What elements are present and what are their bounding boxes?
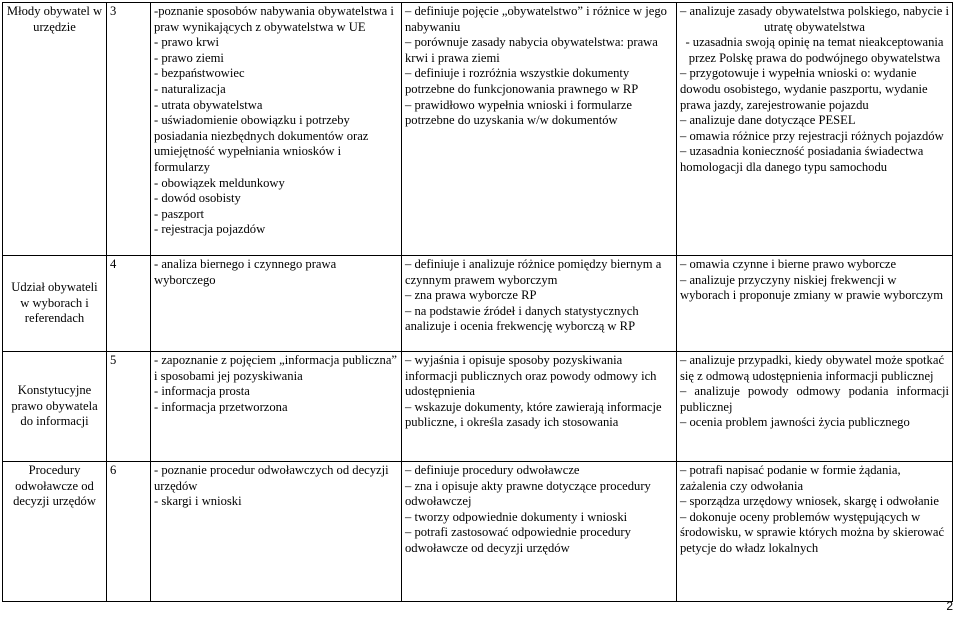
content-item: - zapoznanie z pojęciem „informacja publiczna” i sposobami jej pozyskiwania: [154, 353, 397, 383]
extended-requirement: – uzasadnia konieczność posiadania świadectwa homologacji dla danego typu samochodu: [680, 144, 949, 175]
basic-requirement: – tworzy odpowiednie dokumenty i wnioski: [405, 510, 673, 526]
topic-label: Młody obywatel w urzędzie: [6, 4, 103, 34]
content-item: -poznanie sposobów nabywania obywatelstwa i praw wynikających z obywatelstwa w UE: [154, 4, 394, 34]
table-row: [3, 256, 953, 352]
content-item: - dowód osobisty: [154, 191, 241, 206]
content-item: - prawo ziemi: [154, 50, 224, 65]
content-item: - informacja przetworzona: [154, 399, 288, 414]
table-row: [3, 352, 953, 462]
basic-requirement: – prawidłowo wypełnia wnioski i formularze potrzebne do uzyskania w/w dokumentów: [405, 98, 673, 129]
extended-requirement: – analizuje powody odmowy podania informacji publicznej: [680, 384, 949, 415]
content-item: - analiza biernego i czynnego prawa wyborczego: [154, 257, 337, 287]
lesson-number: 6: [110, 463, 117, 477]
lesson-number: 5: [110, 353, 117, 367]
topic-cell: [3, 462, 107, 602]
curriculum-table: [2, 2, 953, 602]
basic-requirement: – wskazuje dokumenty, które zawierają informacje publiczne, i określa zasady ich stosowania: [405, 400, 673, 431]
lesson-number-cell: [107, 256, 151, 352]
basic-requirement: – na podstawie źródeł i danych statystycznych analizuje i ocenia frekwencję wyborczą w RP: [405, 304, 673, 335]
extended-requirement: – analizuje zasady obywatelstwa polskiego, nabycie i utratę obywatelstwa: [680, 4, 949, 35]
extended-requirement: - uzasadnia swoją opinię na temat nieakceptowania przez Polskę prawa do podwójnego obywatelstwa: [685, 35, 944, 65]
basic-requirement: – definiuje i rozróżnia wszystkie dokumenty potrzebne do funkcjonowania prawnego w RP: [405, 66, 673, 97]
basic-requirements-cell: [402, 256, 677, 352]
topic-label: Udział obywateli w wyborach i referendach: [11, 280, 98, 326]
basic-requirements-cell: [402, 3, 677, 256]
topic-label: Procedury odwoławcze od decyzji urzędów: [13, 463, 96, 509]
table-row: [3, 3, 953, 256]
content-item: - rejestracja pojazdów: [154, 222, 266, 237]
extended-requirement: – analizuje przyczyny niskiej frekwencji w wyborach i proponuje zmiany w prawie wyborczym: [680, 273, 949, 304]
lesson-number-cell: [107, 462, 151, 602]
extended-requirement: – analizuje dane dotyczące PESEL: [680, 113, 949, 129]
content-item: - obowiązek meldunkowy: [154, 175, 285, 190]
table-row: [3, 462, 953, 602]
content-item: - poznanie procedur odwoławczych od decyzji urzędów: [154, 463, 389, 493]
lesson-number-cell: [107, 3, 151, 256]
extended-requirement: – przygotowuje i wypełnia wnioski o: wydanie dowodu osobistego, wydanie paszportu, wydanie prawa jazdy, zarejestrowanie pojazdu: [680, 66, 949, 113]
extended-requirement: – ocenia problem jawności życia publicznego: [680, 415, 949, 431]
basic-requirements-cell: [402, 352, 677, 462]
topic-cell: [3, 3, 107, 256]
topic-label: Konstytucyjne prawo obywatela do informacji: [11, 383, 98, 429]
content-item: - bezpaństwowiec: [154, 66, 245, 81]
content-cell: [151, 462, 402, 602]
extended-requirements-cell: [677, 462, 953, 602]
basic-requirement: – definiuje procedury odwoławcze: [405, 463, 673, 479]
content-item: - skargi i wnioski: [154, 494, 242, 509]
topic-cell: [3, 256, 107, 352]
content-cell: [151, 3, 402, 256]
extended-requirement: – analizuje przypadki, kiedy obywatel może spotkać się z odmową udostępnienia informacji publicznej: [680, 353, 949, 384]
extended-requirements-cell: [677, 3, 953, 256]
extended-requirement: – potrafi napisać podanie w formie żądania, zażalenia czy odwołania: [680, 463, 949, 494]
lesson-number-cell: [107, 352, 151, 462]
content-cell: [151, 352, 402, 462]
lesson-number: 4: [110, 257, 117, 271]
basic-requirement: – definiuje i analizuje różnice pomiędzy biernym a czynnym prawem wyborczym: [405, 257, 673, 288]
basic-requirement: – zna i opisuje akty prawne dotyczące procedury odwoławczej: [405, 479, 673, 510]
extended-requirement: – dokonuje oceny problemów występujących w środowisku, w sprawie których można by skierować petycje do władz lokalnych: [680, 510, 949, 557]
page-number: 2: [946, 599, 953, 613]
extended-requirement: – sporządza urzędowy wniosek, skargę i odwołanie: [680, 494, 949, 510]
basic-requirement: – definiuje pojęcie „obywatelstwo” i różnice w jego nabywaniu: [405, 4, 673, 35]
extended-requirement: – omawia czynne i bierne prawo wyborcze: [680, 257, 949, 273]
basic-requirement: – zna prawa wyborcze RP: [405, 288, 673, 304]
content-item: - paszport: [154, 206, 205, 221]
basic-requirement: – potrafi zastosować odpowiednie procedury odwoławcze od decyzji urzędów: [405, 525, 673, 556]
content-item: - naturalizacja: [154, 81, 226, 96]
content-item: - prawo krwi: [154, 35, 220, 50]
extended-requirements-cell: [677, 352, 953, 462]
basic-requirements-cell: [402, 462, 677, 602]
extended-requirement: – omawia różnice przy rejestracji różnych pojazdów: [680, 129, 949, 145]
content-cell: [151, 256, 402, 352]
basic-requirement: – porównuje zasady nabycia obywatelstwa: prawa krwi i prawa ziemi: [405, 35, 673, 66]
content-item: - utrata obywatelstwa: [154, 97, 263, 112]
lesson-number: 3: [110, 4, 117, 18]
content-item: - uświadomienie obowiązku i potrzeby posiadania niezbędnych dokumentów oraz umiejętność wypełniania wniosków i formularzy: [154, 113, 369, 174]
content-item: - informacja prosta: [154, 384, 250, 399]
topic-cell: [3, 352, 107, 462]
extended-requirements-cell: [677, 256, 953, 352]
basic-requirement: – wyjaśnia i opisuje sposoby pozyskiwania informacji publicznych oraz powody odmowy ich udostępnienia: [405, 353, 673, 400]
